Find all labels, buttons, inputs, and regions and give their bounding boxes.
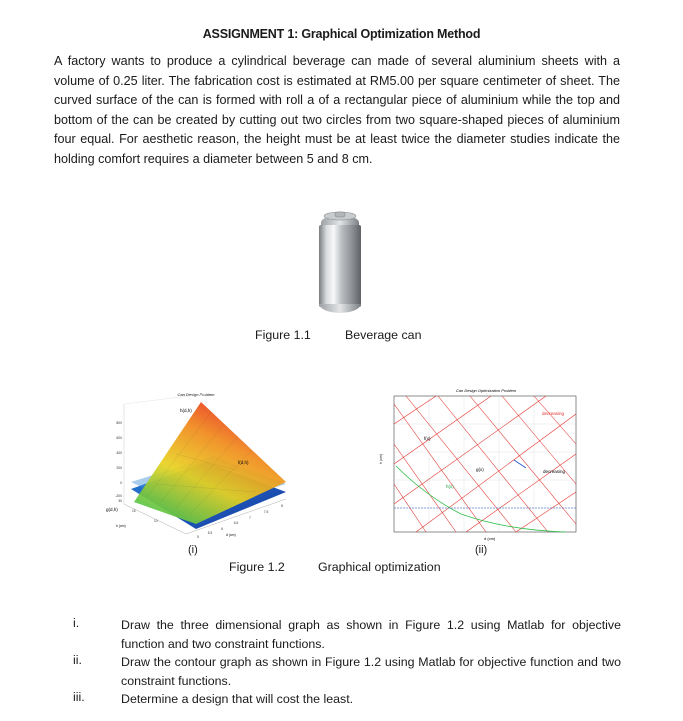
plot3d-title: Can Design Problem — [177, 392, 215, 397]
beverage-can-image — [313, 208, 367, 316]
contour-title: Can Design Optimization Problem — [455, 388, 517, 393]
task-number: i. — [73, 616, 80, 630]
contour-label-hx: h(x) — [446, 484, 454, 489]
document-title: ASSIGNMENT 1: Graphical Optimization Method — [202, 27, 481, 41]
contour-label-gx: g(x) — [476, 467, 484, 472]
subfigure-i-label: (i) — [188, 544, 198, 556]
surface-plot-3d — [86, 384, 298, 544]
contour-xlabel: d (cm) — [484, 536, 496, 541]
task-text: Draw the three dimensional graph as shown in Figure 1.2 using Matlab for objective function and two constraint functions. — [121, 618, 621, 651]
subfigure-ii-label: (ii) — [475, 544, 488, 556]
plot3d-ytick: 5.5 — [207, 531, 213, 535]
figure-1-1-label: Figure 1.1 — [255, 328, 311, 342]
figure-1-2-caption: Graphical optimization — [318, 560, 441, 574]
plot3d-ztick: 600 — [116, 436, 122, 440]
figure-1-2-label: Figure 1.2 — [229, 560, 285, 574]
contour-label-decreasing-top: decreasing — [542, 411, 565, 416]
plot3d-ytick: 6 — [221, 527, 223, 531]
task-text: Draw the contour graph as shown in Figure 1.2 using Matlab for objective function and two constraint functions. — [121, 655, 621, 688]
plot3d-label-g: g(d,h) — [106, 507, 118, 512]
task-text: Determine a design that will cost the least. — [121, 692, 354, 706]
plot3d-ztick: 30 — [118, 499, 122, 503]
plot3d-ztick: 0 — [120, 481, 122, 485]
plot3d-ytick: 7 — [249, 516, 251, 520]
plot3d-xlabel: h (cm) — [116, 524, 126, 528]
plot3d-xtick: 15 — [132, 509, 136, 513]
problem-statement: A factory wants to produce a cylindrical beverage can made of several aluminium sheets with a volume of 0.25 liter. The fabrication cost is estimated at RM5.00 per square centimeter of sheet. The curved surface of the can is formed with roll a of a rectangular piece of aluminium while the top and bottom of the can be created by cutting out two circles from two square-shaped pieces of aluminium four equal. For aesthetic reason, the height must be at least twice the diameter studies indicate the holding comfort requires a diameter between 5 and 8 cm. — [54, 54, 620, 166]
plot3d-ytick: 6.5 — [233, 521, 239, 525]
plot3d-ztick: 200 — [116, 466, 122, 470]
plot3d-label-f: f(d,h) — [238, 460, 249, 465]
task-number: ii. — [73, 653, 82, 667]
plot3d-ztick: 400 — [116, 451, 122, 455]
plot3d-ytick: 7.5 — [263, 510, 269, 514]
plot3d-ytick: 8 — [281, 504, 283, 508]
plot3d-xtick: 10 — [154, 519, 158, 523]
plot3d-label-h: h(d,h) — [180, 408, 192, 413]
contour-label-fx: f(x) — [424, 436, 431, 441]
figure-1-1-caption: Beverage can — [345, 328, 422, 342]
contour-ylabel: h (cm) — [379, 453, 383, 464]
plot3d-ylabel: d (cm) — [226, 533, 236, 537]
task-number: iii. — [73, 690, 85, 704]
plot3d-ztick: -200 — [115, 494, 122, 498]
contour-label-decreasing-right: decreasing — [543, 469, 566, 474]
plot3d-ytick: 5 — [197, 535, 199, 539]
contour-plot — [366, 384, 578, 544]
plot3d-ztick: 800 — [116, 421, 122, 425]
